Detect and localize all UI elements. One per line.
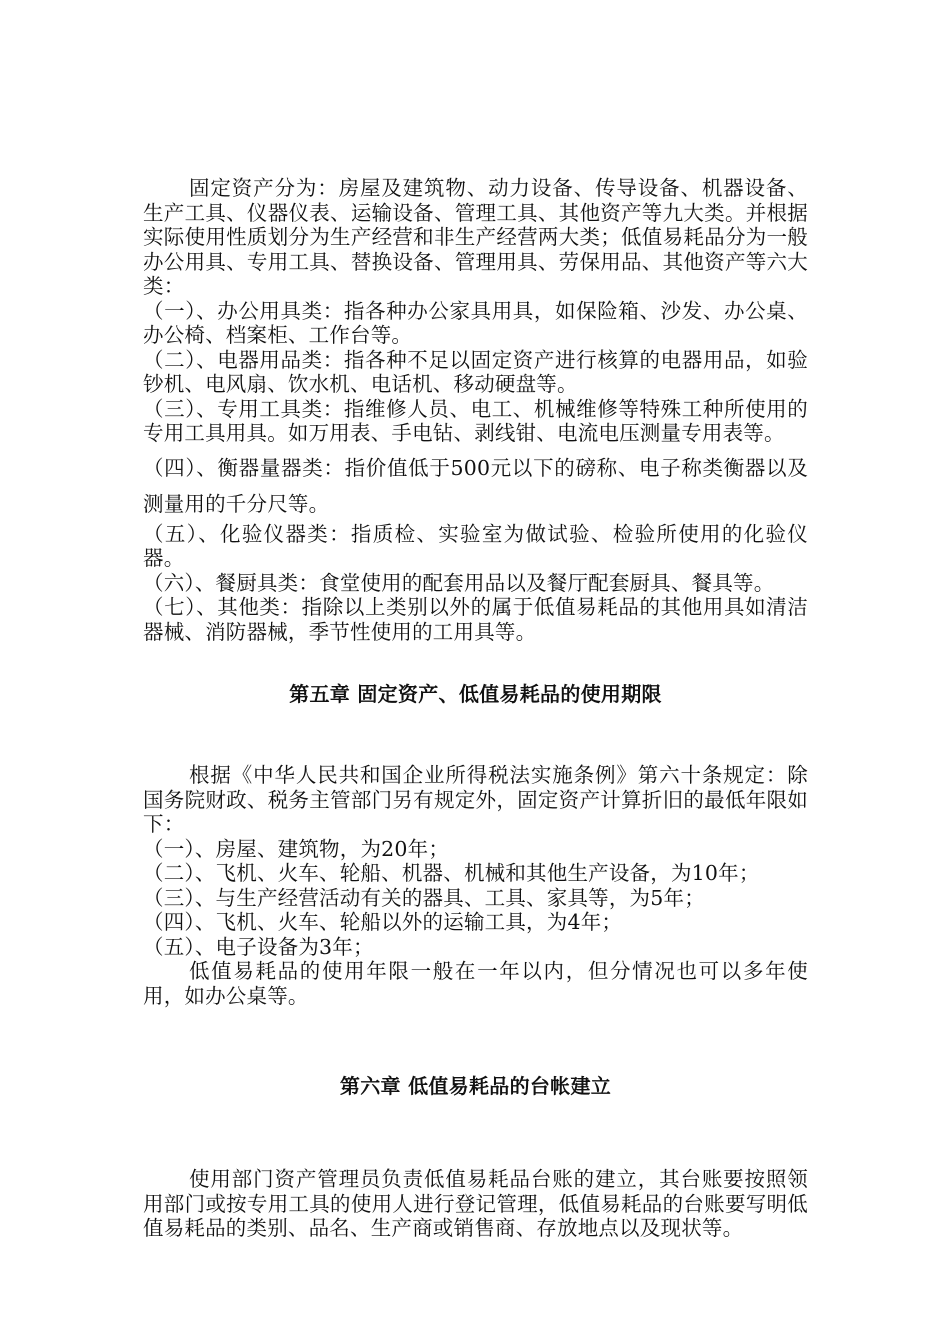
category-item: （一）、办公用具类：指各种办公家具用具，如保险箱、沙发、办公桌、办公椅、档案柜、工作台等。 [143, 298, 808, 347]
category-item: （五）、化验仪器类：指质检、实验室为做试验、检验所使用的化验仪器。 [143, 521, 808, 570]
chapter-6-heading: 第六章 低值易耗品的台帐建立 [339, 1074, 612, 1098]
category-item: （三）、专用工具类：指维修人员、电工、机械维修等特殊工种所使用的专用工具用具。如万用表、手电钻、剥线钳、电流电压测量专用表等。 [143, 396, 808, 445]
depreciation-item: （二）、飞机、火车、轮船、机器、机械和其他生产设备，为10年； [143, 861, 760, 885]
intro-paragraph: 固定资产分为：房屋及建筑物、动力设备、传导设备、机器设备、生产工具、仪器仪表、运输设备、管理工具、其他资产等九大类。并根据实际使用性质划分为生产经营和非生产经营两大类；低值易耗品分为一般办公用具、专用工具、替换设备、管理用具、劳保用品、其他资产等六大类： [143, 176, 808, 298]
chapter-5-heading: 第五章 固定资产、低值易耗品的使用期限 [289, 682, 662, 706]
depreciation-item: （三）、与生产经营活动有关的器具、工具、家具等，为5年； [143, 885, 705, 910]
chapter-5-intro: 根据《中华人民共和国企业所得税法实施条例》第六十条规定：除国务院财政、税务主管部门另有规定外，固定资产计算折旧的最低年限如下： [143, 763, 808, 836]
chapter-5-closing: 低值易耗品的使用年限一般在一年以内，但分情况也可以多年使用，如办公桌等。 [143, 959, 808, 1008]
document-body [143, 176, 808, 1241]
chapter-6-body: 使用部门资产管理员负责低值易耗品台账的建立，其台账要按照领用部门或按专用工具的使用人进行登记管理，低值易耗品的台账要写明低值易耗品的类别、品名、生产商或销售商、存放地点以及现状等。 [143, 1167, 808, 1240]
depreciation-item: （一）、房屋、建筑物，为20年； [143, 836, 450, 861]
category-item: （四）、衡器量器类：指价值低于500元以下的磅称、电子称类衡器以及测量用的千分尺等。 [143, 455, 808, 516]
depreciation-item: （四）、飞机、火车、轮船以外的运输工具，为4年； [143, 910, 623, 934]
depreciation-item: （五）、电子设备为3年； [143, 934, 374, 959]
category-item: （二）、电器用品类：指各种不足以固定资产进行核算的电器用品，如验钞机、电风扇、饮水机、电话机、移动硬盘等。 [143, 347, 808, 396]
category-item: （六）、餐厨具类：食堂使用的配套用品以及餐厅配套厨具、餐具等。 [143, 570, 775, 595]
category-item: （七）、其他类：指除以上类别以外的属于低值易耗品的其他用具如清洁器械、消防器械，季节性使用的工用具等。 [143, 595, 808, 644]
